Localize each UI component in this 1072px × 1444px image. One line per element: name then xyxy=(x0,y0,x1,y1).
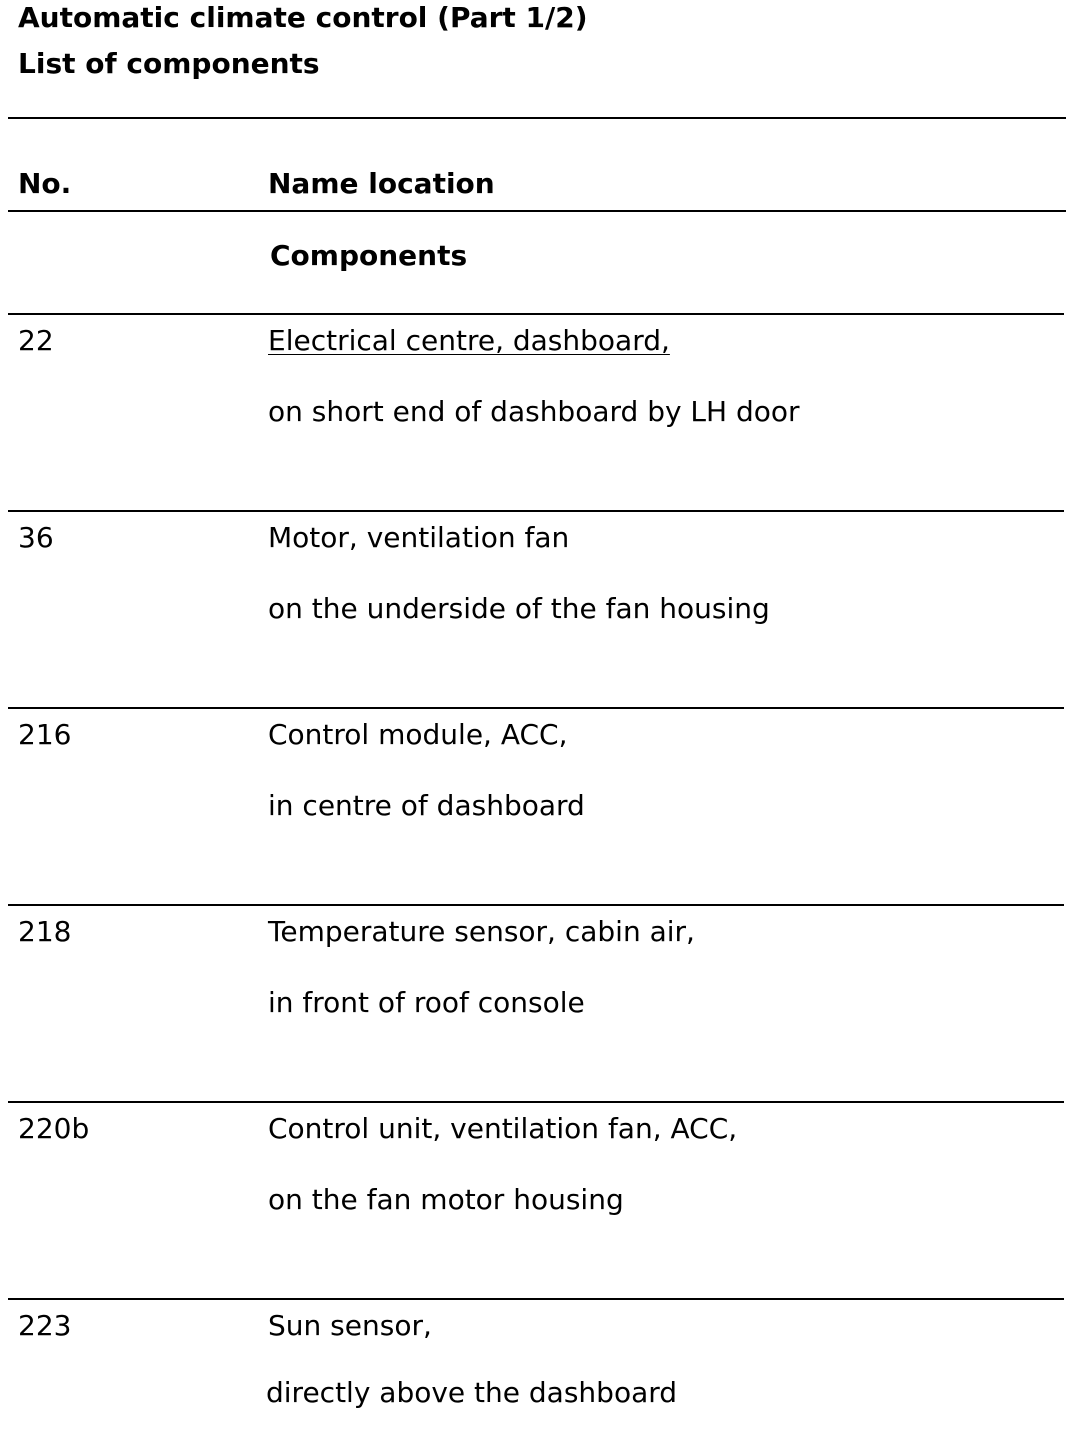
component-location: directly above the dashboard xyxy=(266,1376,678,1409)
component-name: Temperature sensor, cabin air, xyxy=(268,915,695,948)
component-name: Control module, ACC, xyxy=(268,718,568,751)
component-location: on the underside of the fan housing xyxy=(268,592,770,625)
table-row xyxy=(0,1101,1072,1297)
column-header-name-location: Name location xyxy=(268,167,495,200)
component-location: on short end of dashboard by LH door xyxy=(268,395,800,428)
component-location: in front of roof console xyxy=(268,986,585,1019)
component-number: 36 xyxy=(18,521,54,554)
header-divider xyxy=(8,117,1066,119)
row-divider xyxy=(8,707,1064,709)
row-divider xyxy=(8,510,1064,512)
component-name: Motor, ventilation fan xyxy=(268,521,570,554)
table-row xyxy=(0,904,1072,1100)
component-name: Sun sensor, xyxy=(268,1309,432,1342)
section-label-components: Components xyxy=(270,239,468,272)
column-header-divider xyxy=(8,210,1066,212)
page-subtitle: List of components xyxy=(18,47,320,80)
component-number: 22 xyxy=(18,324,54,357)
row-divider xyxy=(8,1298,1064,1300)
component-location: in centre of dashboard xyxy=(268,789,585,822)
table-row xyxy=(0,1298,1072,1438)
table-row xyxy=(0,510,1072,706)
component-number: 218 xyxy=(18,915,72,948)
component-number: 220b xyxy=(18,1112,90,1145)
row-divider xyxy=(8,313,1064,315)
component-name-link[interactable]: Electrical centre, dashboard, xyxy=(268,324,670,357)
component-number: 223 xyxy=(18,1309,72,1342)
table-row xyxy=(0,707,1072,903)
column-header-number: No. xyxy=(18,167,72,200)
table-row xyxy=(0,313,1072,509)
row-divider xyxy=(8,904,1064,906)
page-title: Automatic climate control (Part 1/2) xyxy=(18,1,588,34)
component-name: Control unit, ventilation fan, ACC, xyxy=(268,1112,738,1145)
component-number: 216 xyxy=(18,718,72,751)
component-location: on the fan motor housing xyxy=(268,1183,624,1216)
row-divider xyxy=(8,1101,1064,1103)
